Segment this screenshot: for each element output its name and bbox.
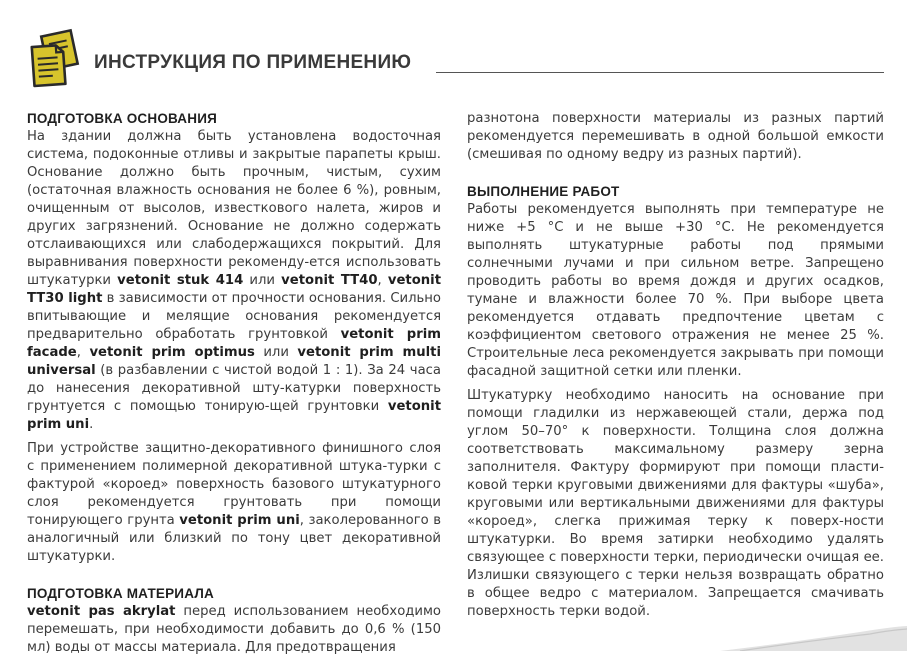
page-title: ИНСТРУКЦИЯ ПО ПРИМЕНЕНИЮ (94, 52, 412, 73)
header-divider (436, 72, 884, 73)
right-column (467, 110, 884, 621)
left-column (27, 109, 441, 657)
documents-icon (24, 28, 88, 90)
paragraph-material-preparation: vetonit pas akrylat перед использованием необходимо перемешать, при необходимости добавить до 0,6 % (150 мл) воды от массы материала. Для предотвращения (27, 604, 441, 655)
heading-material-preparation: ПОДГОТОВКА МАТЕРИАЛА (27, 586, 214, 601)
paragraph-work-conditions: Работы рекомендуется выполнять при температуре не ниже +5 °С и не выше +30 °С. Не рекомендуется выполнять штукатурные работы под прямыми солнечными лучами и при сильном ветре. Запрещено проводить работы во время дождя и других осадков, тумане и влажности более 70 %. При выборе цвета рекомендуется отдавать предпочтение цветам с коэффициентом светового отражения не менее 25 %. Строительные леса рекомендуется закрывать при помощи фасадной защитной сетки или пленки. (467, 202, 884, 379)
paragraph-koroed-priming: При устройстве защитно-декоративного финишного слоя с применением полимерной декоративной штука-турки с фактурой «короед» поверхность базового штукатурного слоя рекомендуется грунтовать при помощи тонирующего грунта vetonit prim uni, заколерованного в аналогичный или близкий по тону цвет декоративной штукатурки. (27, 441, 441, 564)
heading-work-execution: ВЫПОЛНЕНИЕ РАБОТ (467, 184, 620, 199)
paragraph-base-preparation: На здании должна быть установлена водосточная система, подоконные отливы и закрытые парапеты крыш. Основание должно быть прочным, чистым, сухим (остаточная влажность основания не более 6 %), ровным, очищенным от высолов, известкового налета, жиров и других загрязнений. Основание не должно содержать отслаивающихся или слабодержащихся покрытий. Для выравнивания поверхности рекоменду-ется использовать штукатурки vetonit stuk 414 или vetonit TT40, vetonit TT30 light в зависимости от прочности основания. Сильно впитывающие и мелящие основания рекомендуется предварительно обработать грунтовкой vetonit prim facade, vetonit prim optimus или vetonit prim multi universal (в разбавлении с чистой водой 1 : 1). За 24 часа до нанесения декоративной шту-катурки поверхность грунтуется с помощью тонирую-щей грунтовки vetonit prim uni. (27, 129, 441, 432)
paragraph-continuation: разнотона поверхности материалы из разных партий рекомендуется перемешивать в одной большой емкости (смешивая по одному ведру из разных партий). (467, 111, 884, 162)
page-curl-decoration (720, 626, 907, 651)
heading-base-preparation: ПОДГОТОВКА ОСНОВАНИЯ (27, 111, 218, 126)
paragraph-application-method: Штукатурку необходимо наносить на основание при помощи гладилки из нержавеющей стали, держа под углом 50–70° к поверхности. Толщина слоя должна соответствовать максимальному размеру зерна заполнителя. Фактуру формируют при помощи пласти-ковой терки круговыми движениями для фактуры «шуба», круговыми или вертикальными движениями для фактуры «короед», слегка прижимая терку к поверх-ности штукатурки. Во время затирки необходимо удалять связующее с поверхности терки, периодически очищая ее. Излишки связующего с терки нельзя возвращать обратно в общее ведро с материалом. Запрещается смачивать поверхность терки водой. (467, 388, 884, 619)
section-header (24, 28, 884, 90)
